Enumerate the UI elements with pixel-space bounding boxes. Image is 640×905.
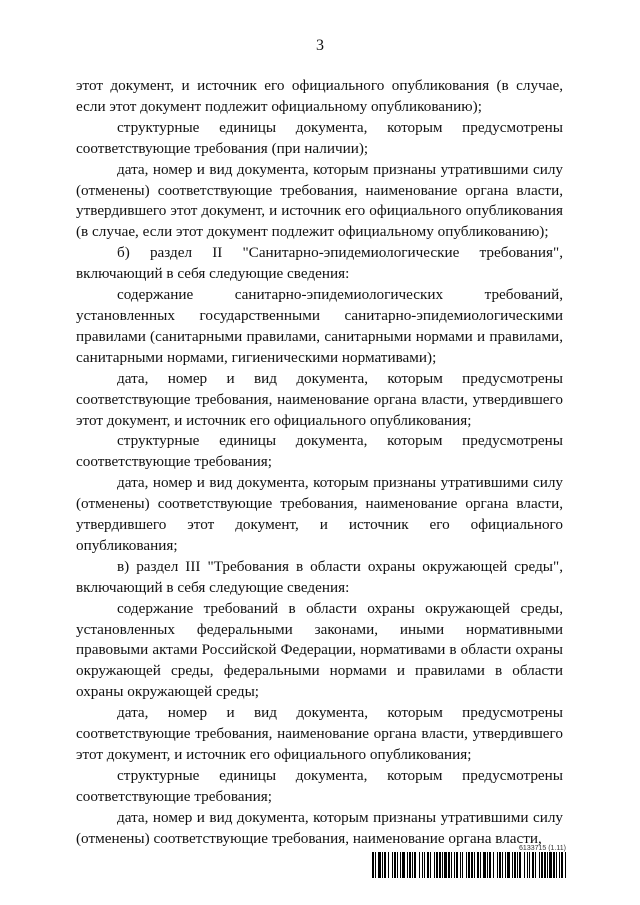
paragraph: содержание требований в области охраны окружающей среды, установленных федеральными законами, иными нормативными правовыми актами Российской Федерации, нормативами в области охраны окружающей среды, федеральными нормами и правилами в области охраны окружающей среды; <box>76 599 563 701</box>
paragraph: структурные единицы документа, которым предусмотрены соответствующие требования; <box>76 766 563 805</box>
section-heading-v: в) раздел III "Требования в области охраны окружающей среды", включающий в себя следующие сведения: <box>76 557 563 596</box>
document-code: 6133715 (1.11) <box>519 845 566 852</box>
document-body <box>76 76 563 850</box>
paragraph: дата, номер и вид документа, которым признаны утратившими силу (отменены) соответствующие требования, наименование органа власти, утвердившего этот документ, и источник его официального опубликования (в случае, если этот документ подлежит официальному опубликованию); <box>76 160 563 241</box>
paragraph: структурные единицы документа, которым предусмотрены соответствующие требования; <box>76 432 563 471</box>
paragraph: содержание санитарно-эпидемиологических требований, установленных государственными санитарно-эпидемиологическими правилами (санитарными правилами, санитарными нормами и правилами, санитарными нормами, гигиеническими нормативами); <box>76 286 563 366</box>
paragraph: этот документ, и источник его официального опубликования (в случае, если этот документ подлежит официальному опубликованию); <box>76 77 563 115</box>
paragraph: структурные единицы документа, которым предусмотрены соответствующие требования (при наличии); <box>76 118 563 157</box>
page-number: 3 <box>316 37 324 54</box>
paragraph: дата, номер и вид документа, которым предусмотрены соответствующие требования, наименование органа власти, утвердившего этот документ, и источник его официального опубликования; <box>76 704 563 763</box>
section-heading-b: б) раздел II "Санитарно-эпидемиологические требования", включающий в себя следующие сведения: <box>76 244 563 283</box>
paragraph: дата, номер и вид документа, которым признаны утратившими силу (отменены) соответствующие требования, наименование органа власти, утвердившего этот документ, и источник его официального опубликования; <box>76 474 563 554</box>
paragraph: дата, номер и вид документа, которым признаны утратившими силу (отменены) соответствующие требования, наименование органа власти, <box>76 808 563 847</box>
barcode-icon <box>372 852 567 878</box>
paragraph: дата, номер и вид документа, которым предусмотрены соответствующие требования, наименование органа власти, утвердившего этот документ, и источник его официального опубликования; <box>76 369 563 429</box>
